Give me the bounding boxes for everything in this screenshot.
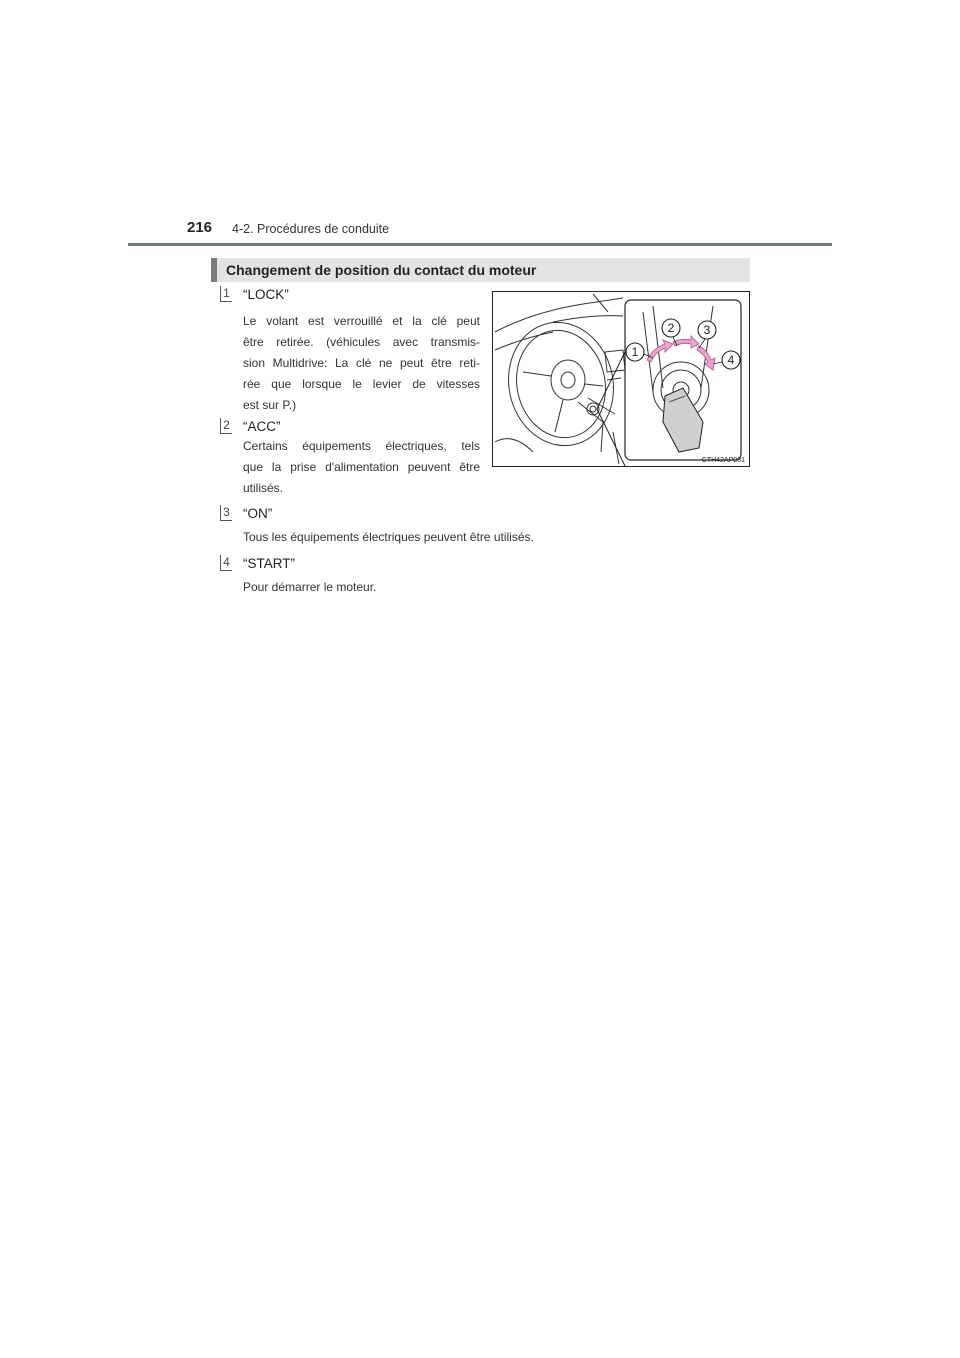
item-description-start [243,577,376,598]
callout-1: 1 [631,345,639,359]
item-title-acc: “ACC” [243,419,281,434]
item-number-1: 1 [220,286,232,302]
item-description-acc [243,436,480,499]
ignition-switch-illustration [492,291,750,467]
item-description-on [243,527,534,548]
header-divider [128,243,832,246]
callout-4: 4 [727,353,735,367]
item-description-lock [243,311,480,416]
text-line: Pour démarrer le moteur. [243,580,377,594]
text-line: être retirée. (véhicules avec transmis- [243,335,480,349]
text-line: sion Multidrive: La clé ne peut être reti- [243,356,480,370]
text-line: Certains équipements électriques, tels [243,439,480,453]
text-line: utilisés. [243,481,284,495]
figure-code: CTH42AP081 [701,457,745,464]
text-line: Tous les équipements électriques peuvent être utilisés. [243,530,534,544]
callout-2: 2 [667,321,675,335]
subsection-title: Changement de position du contact du moteur [226,262,537,278]
page-number: 216 [187,219,213,236]
text-line: Le volant est verrouillé et la clé peut [243,314,480,328]
item-number-4: 4 [220,555,232,571]
item-title-on: “ON” [243,506,273,521]
text-line: rée que lorsque le levier de vitesses [243,377,480,391]
text-line: est sur P.) [243,398,297,412]
section-title: 4-2. Procédures de conduite [232,222,390,236]
text-line: que la prise d'alimentation peuvent être [243,460,480,474]
ignition-diagram [493,292,749,466]
item-title-lock: “LOCK” [243,287,289,302]
item-title-start: “START” [243,556,295,571]
subsection-heading [211,258,750,282]
callout-3: 3 [703,323,711,337]
item-number-2: 2 [220,418,232,434]
item-number-3: 3 [220,505,232,521]
